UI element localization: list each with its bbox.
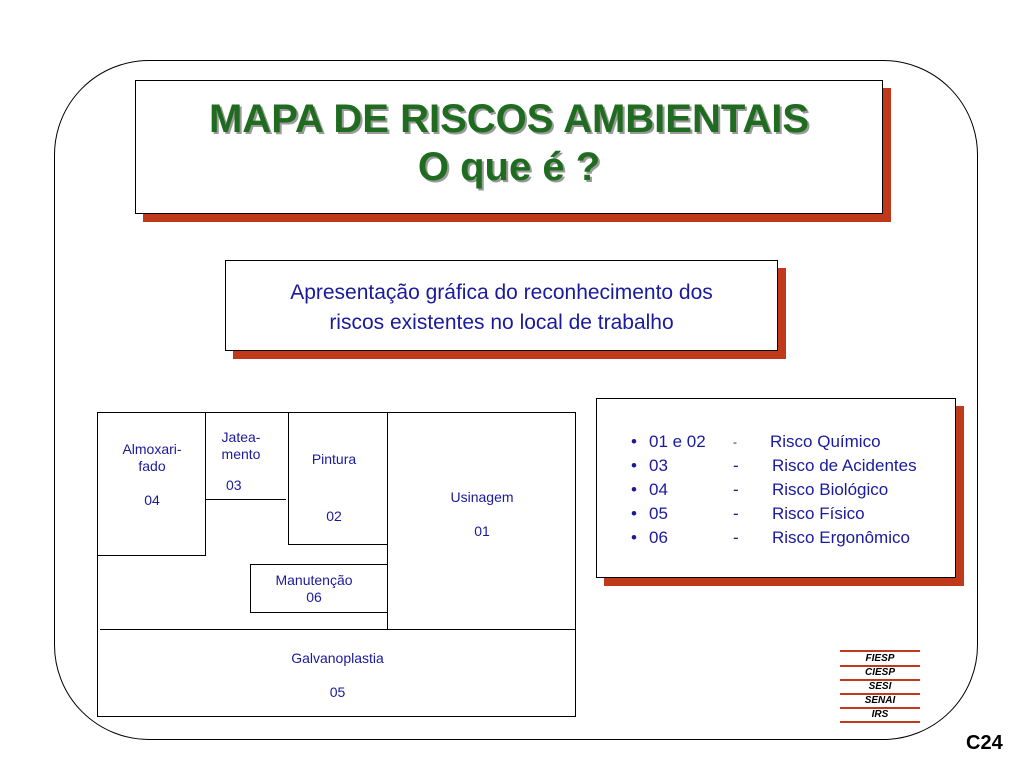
legend-risk: Risco Biológico: [772, 480, 889, 499]
logo-rule: [840, 721, 920, 723]
area-code: 03: [226, 477, 242, 493]
legend-box: [596, 398, 956, 578]
logo-text-sesi: SESI: [868, 681, 892, 692]
bullet: •: [631, 504, 637, 523]
legend-codes: 06: [649, 528, 668, 547]
subtitle-line-2: riscos existentes no local de trabalho: [329, 311, 674, 334]
area-name-line-1: Almoxari-: [122, 441, 182, 457]
area-code: 02: [326, 508, 342, 524]
logo-text-irs: IRS: [871, 709, 889, 720]
legend-risk: Risco Químico: [770, 432, 881, 451]
legend-risk: Risco Ergonômico: [772, 528, 910, 547]
risk-map: [97, 412, 576, 717]
area-code: 05: [329, 684, 346, 700]
area-name-line-1: Jatea-: [221, 429, 261, 445]
legend-dash: -: [733, 456, 739, 475]
legend-codes: 03: [649, 456, 668, 475]
area-galvanoplastia: [98, 650, 577, 701]
wall: [288, 544, 388, 545]
area-name: Usinagem: [450, 489, 514, 505]
title-line-2: O que é ?: [417, 145, 601, 189]
legend-dash: -: [733, 528, 739, 547]
legend-codes: 01 e 02: [649, 432, 706, 451]
legend-dash: -: [733, 435, 737, 449]
legend-codes: 04: [649, 480, 668, 499]
logo-text-senai: SENAI: [864, 695, 896, 706]
area-code: 04: [144, 492, 160, 508]
wall: [98, 555, 206, 556]
slide-code: C24: [966, 732, 1003, 754]
area-code: 01: [474, 523, 490, 539]
logo-rule: [840, 650, 920, 652]
area-name: Pintura: [311, 451, 357, 467]
bullet: •: [631, 432, 637, 451]
bullet: •: [631, 456, 637, 475]
logo-text-fiesp: FIESP: [865, 653, 895, 664]
wall: [206, 499, 286, 500]
area-name-line-2: mento: [221, 446, 261, 462]
area-usinagem: [388, 489, 576, 540]
area-name: Manutenção: [275, 572, 353, 588]
legend-codes: 05: [649, 504, 668, 523]
wall: [100, 629, 576, 630]
logo-text-ciesp: CIESP: [864, 667, 895, 678]
area-jateamento: [206, 429, 276, 494]
title-box: [135, 80, 883, 214]
area-manutencao: [251, 572, 377, 606]
legend-risk: Risco Físico: [772, 504, 865, 523]
legend-dash: -: [733, 480, 739, 499]
area-code: 06: [306, 589, 322, 605]
bullet: •: [631, 480, 637, 499]
wall: [250, 612, 388, 613]
legend-dash: -: [733, 504, 739, 523]
institutions-logo: [840, 650, 920, 722]
subtitle-box: [225, 260, 778, 351]
area-name-line-2: fado: [138, 458, 166, 474]
area-name: Galvanoplastia: [291, 650, 384, 666]
subtitle-line-1: Apresentação gráfica do reconhecimento dos: [290, 281, 713, 304]
legend-risk: Risco de Acidentes: [772, 456, 917, 475]
area-pintura: [288, 451, 380, 525]
title-line-1: MAPA DE RISCOS AMBIENTAIS: [208, 97, 810, 141]
area-almoxarifado: [104, 441, 200, 509]
wall: [250, 564, 388, 565]
bullet: •: [631, 528, 637, 547]
